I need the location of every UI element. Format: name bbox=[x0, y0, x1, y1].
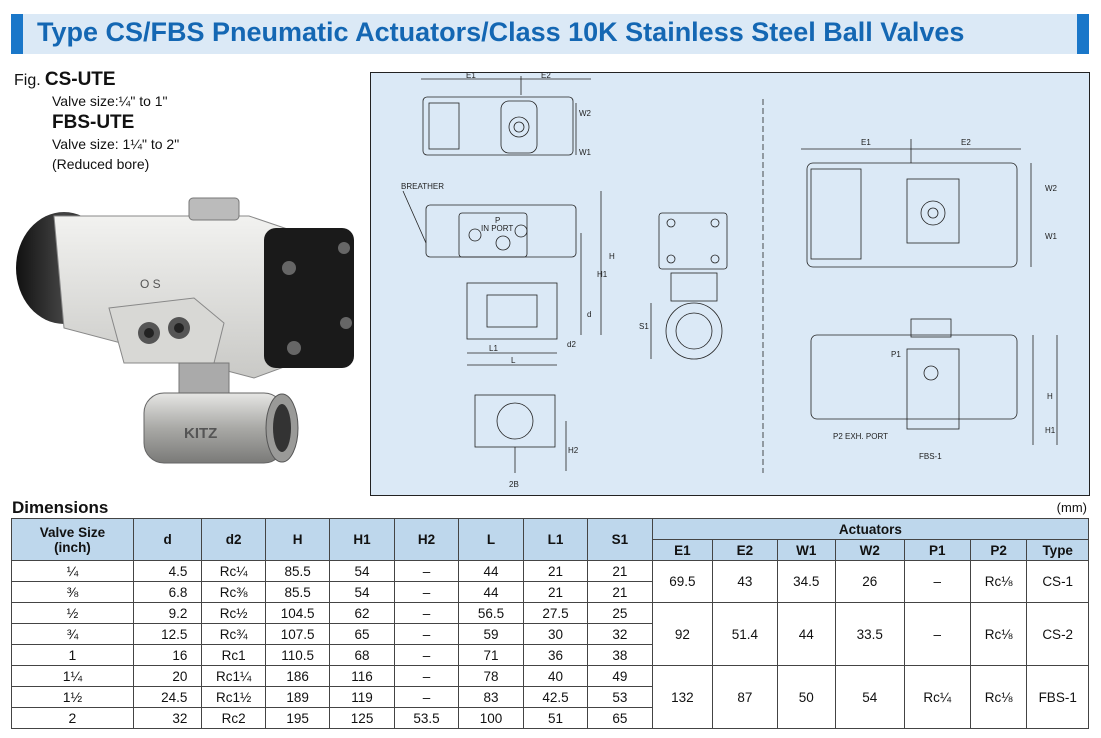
cell-p2: Rc⅛ bbox=[970, 561, 1026, 603]
header-h: H bbox=[265, 519, 329, 561]
cell-h2: – bbox=[394, 603, 458, 624]
model-fbs-ute: FBS-UTE bbox=[52, 112, 135, 133]
cell-d: 32 bbox=[133, 708, 202, 729]
dimensions-heading: Dimensions bbox=[12, 498, 109, 517]
page-title: Type CS/FBS Pneumatic Actuators/Class 10K Stainless Steel Ball Valves bbox=[37, 17, 965, 47]
label-h: H bbox=[609, 252, 615, 261]
cell-h2: – bbox=[394, 561, 458, 582]
header-type: Type bbox=[1027, 540, 1089, 561]
header-actuators: Actuators bbox=[652, 519, 1088, 540]
label-s1: S1 bbox=[639, 322, 649, 331]
fbs-ute-size: Valve size: 1¼" to 2" bbox=[52, 136, 180, 152]
cell-p2: Rc⅛ bbox=[970, 603, 1026, 666]
cell-h2: – bbox=[394, 645, 458, 666]
cell-s1: 32 bbox=[588, 624, 652, 645]
cell-h: 107.5 bbox=[265, 624, 329, 645]
header-l1: L1 bbox=[523, 519, 587, 561]
header-s1: S1 bbox=[588, 519, 652, 561]
label-fbs-e1: E1 bbox=[861, 138, 871, 147]
cell-size: 1 bbox=[12, 645, 134, 666]
cell-l1: 27.5 bbox=[523, 603, 587, 624]
cell-d2: Rc½ bbox=[202, 603, 265, 624]
cell-h1: 68 bbox=[330, 645, 394, 666]
header-d2: d2 bbox=[202, 519, 265, 561]
cell-s1: 21 bbox=[588, 582, 652, 603]
cell-d: 12.5 bbox=[133, 624, 202, 645]
cell-h: 189 bbox=[265, 687, 329, 708]
cell-s1: 25 bbox=[588, 603, 652, 624]
cell-w2: 54 bbox=[836, 666, 905, 729]
dimension-drawing bbox=[370, 72, 1090, 496]
cell-e2: 87 bbox=[713, 666, 777, 729]
label-fbs-h: H bbox=[1047, 392, 1053, 401]
header-p2: P2 bbox=[970, 540, 1026, 561]
cs-bottom-view bbox=[475, 395, 579, 489]
label-in-port: IN PORT bbox=[481, 224, 514, 233]
cell-l1: 51 bbox=[523, 708, 587, 729]
cell-d2: Rc¾ bbox=[202, 624, 265, 645]
cell-l: 71 bbox=[459, 645, 523, 666]
cell-d: 6.8 bbox=[133, 582, 202, 603]
cs-top-view bbox=[421, 73, 592, 157]
header-w1: W1 bbox=[777, 540, 835, 561]
cell-d: 24.5 bbox=[133, 687, 202, 708]
cell-d2: Rc1 bbox=[202, 645, 265, 666]
cell-l1: 21 bbox=[523, 582, 587, 603]
cell-h2: – bbox=[394, 687, 458, 708]
label-p: P bbox=[495, 216, 501, 225]
cell-type: CS-1 bbox=[1027, 561, 1089, 603]
label-d: d bbox=[587, 310, 592, 319]
header-h1: H1 bbox=[330, 519, 394, 561]
cell-size: ½ bbox=[12, 603, 134, 624]
header-l: L bbox=[459, 519, 523, 561]
cell-type: FBS-1 bbox=[1027, 666, 1089, 729]
cell-d2: Rc2 bbox=[202, 708, 265, 729]
cell-size: ⅜ bbox=[12, 582, 134, 603]
cell-e2: 43 bbox=[713, 561, 777, 603]
label-fbs-w1: W1 bbox=[1045, 232, 1057, 241]
label-fbs-w2: W2 bbox=[1045, 184, 1057, 193]
cell-h2: – bbox=[394, 624, 458, 645]
cell-p1: – bbox=[904, 603, 970, 666]
cell-size: ¼ bbox=[12, 561, 134, 582]
cell-l: 59 bbox=[459, 624, 523, 645]
cell-h: 186 bbox=[265, 666, 329, 687]
cell-d2: Rc¼ bbox=[202, 561, 265, 582]
cell-w2: 26 bbox=[836, 561, 905, 603]
header-h2: H2 bbox=[394, 519, 458, 561]
header-e1: E1 bbox=[652, 540, 712, 561]
cell-l1: 36 bbox=[523, 645, 587, 666]
cell-d: 20 bbox=[133, 666, 202, 687]
header-e2: E2 bbox=[713, 540, 777, 561]
cell-l: 56.5 bbox=[459, 603, 523, 624]
label-p1: P1 bbox=[891, 350, 901, 359]
label-h1: H1 bbox=[597, 270, 608, 279]
cell-size: 2 bbox=[12, 708, 134, 729]
cell-l: 83 bbox=[459, 687, 523, 708]
cell-w1: 50 bbox=[777, 666, 835, 729]
cell-p1: – bbox=[904, 561, 970, 603]
fbs-ute-note: (Reduced bore) bbox=[52, 156, 150, 172]
model-cs-ute: CS-UTE bbox=[44, 69, 116, 90]
cell-s1: 38 bbox=[588, 645, 652, 666]
cell-size: 1¼ bbox=[12, 666, 134, 687]
cell-h1: 119 bbox=[330, 687, 394, 708]
title-bar bbox=[11, 14, 1089, 54]
valve-stem-bracket bbox=[179, 363, 229, 393]
cell-w2: 33.5 bbox=[836, 603, 905, 666]
cell-s1: 49 bbox=[588, 666, 652, 687]
label-fbs-e2: E2 bbox=[961, 138, 971, 147]
cell-w1: 44 bbox=[777, 603, 835, 666]
brand-mark: KITZ bbox=[184, 425, 218, 442]
cell-d: 16 bbox=[133, 645, 202, 666]
table-row bbox=[12, 666, 1089, 687]
label-l1: L1 bbox=[489, 344, 498, 353]
cs-ute-size: Valve size:¼" to 1" bbox=[52, 93, 168, 109]
cell-h1: 54 bbox=[330, 561, 394, 582]
cell-s1: 65 bbox=[588, 708, 652, 729]
cell-d: 4.5 bbox=[133, 561, 202, 582]
label-fbs-1: FBS-1 bbox=[919, 452, 942, 461]
header-valve-size: Valve Size (inch) bbox=[12, 519, 134, 561]
label-e1: E1 bbox=[466, 73, 476, 80]
cell-h1: 62 bbox=[330, 603, 394, 624]
label-fbs-h1: H1 bbox=[1045, 426, 1056, 435]
cell-l1: 21 bbox=[523, 561, 587, 582]
cell-h1: 125 bbox=[330, 708, 394, 729]
cell-d2: Rc1¼ bbox=[202, 666, 265, 687]
fbs-top-view bbox=[801, 138, 1058, 267]
cell-h: 110.5 bbox=[265, 645, 329, 666]
cell-type: CS-2 bbox=[1027, 603, 1089, 666]
cell-p2: Rc⅛ bbox=[970, 666, 1026, 729]
cell-l: 100 bbox=[459, 708, 523, 729]
figure-caption bbox=[14, 70, 179, 174]
label-2b: 2B bbox=[509, 480, 519, 489]
table-row bbox=[12, 561, 1089, 582]
fbs-front-view bbox=[811, 319, 1057, 461]
label-w2: W2 bbox=[579, 109, 591, 118]
valve-actuator-photo bbox=[14, 188, 364, 478]
label-breather: BREATHER bbox=[401, 182, 444, 191]
cell-h1: 116 bbox=[330, 666, 394, 687]
label-p2-exh-port: P2 EXH. PORT bbox=[833, 432, 888, 441]
cell-d: 9.2 bbox=[133, 603, 202, 624]
cell-d2: Rc⅜ bbox=[202, 582, 265, 603]
cell-p1: Rc¼ bbox=[904, 666, 970, 729]
cell-size: 1½ bbox=[12, 687, 134, 708]
header-d: d bbox=[133, 519, 202, 561]
dimensions-table bbox=[11, 518, 1089, 729]
cell-s1: 21 bbox=[588, 561, 652, 582]
cell-h2: – bbox=[394, 666, 458, 687]
label-e2: E2 bbox=[541, 73, 551, 80]
table-row bbox=[12, 603, 1089, 624]
label-d2: d2 bbox=[567, 340, 576, 349]
cell-h: 195 bbox=[265, 708, 329, 729]
cell-e1: 92 bbox=[652, 603, 712, 666]
cell-h1: 54 bbox=[330, 582, 394, 603]
cell-l: 44 bbox=[459, 561, 523, 582]
cell-l: 78 bbox=[459, 666, 523, 687]
header-p1: P1 bbox=[904, 540, 970, 561]
cell-l: 44 bbox=[459, 582, 523, 603]
cell-w1: 34.5 bbox=[777, 561, 835, 603]
cell-e2: 51.4 bbox=[713, 603, 777, 666]
cell-s1: 53 bbox=[588, 687, 652, 708]
header-w2: W2 bbox=[836, 540, 905, 561]
cell-l1: 42.5 bbox=[523, 687, 587, 708]
position-indicator bbox=[189, 198, 239, 220]
cell-d2: Rc1½ bbox=[202, 687, 265, 708]
fig-label: Fig. bbox=[14, 72, 41, 89]
cell-e1: 132 bbox=[652, 666, 712, 729]
cell-h: 85.5 bbox=[265, 561, 329, 582]
cell-e1: 69.5 bbox=[652, 561, 712, 603]
unit-label: (mm) bbox=[1056, 500, 1087, 515]
cell-h: 85.5 bbox=[265, 582, 329, 603]
cs-front-view bbox=[401, 182, 615, 365]
cell-l1: 40 bbox=[523, 666, 587, 687]
label-w1: W1 bbox=[579, 148, 591, 157]
cell-size: ¾ bbox=[12, 624, 134, 645]
actuator-marking: O S bbox=[140, 277, 161, 291]
cell-l1: 30 bbox=[523, 624, 587, 645]
label-l: L bbox=[511, 356, 516, 365]
cs-side-view bbox=[639, 213, 727, 359]
cell-h2: – bbox=[394, 582, 458, 603]
cell-h2: 53.5 bbox=[394, 708, 458, 729]
cell-h: 104.5 bbox=[265, 603, 329, 624]
label-h2: H2 bbox=[568, 446, 579, 455]
cell-h1: 65 bbox=[330, 624, 394, 645]
